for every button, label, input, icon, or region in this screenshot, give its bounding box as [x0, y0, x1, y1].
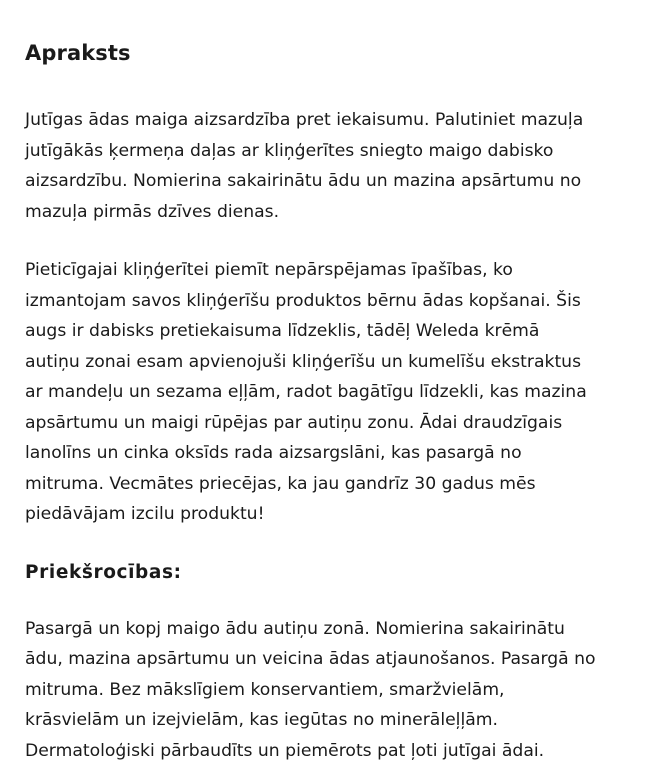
text-line: izmantojam savos kliņģerīšu produktos bērnu ādas kopšanai. Šis	[25, 290, 581, 311]
text-line: krāsvielām un izejvielām, kas iegūtas no minerāleļļām.	[25, 710, 498, 730]
text-line: Dermatoloģiski pārbaudīts un piemērots pat ļoti jutīgai ādai.	[25, 740, 545, 761]
text-line: lanolīns un cinka oksīds rada aizsargslāni, kas pasargā no	[25, 443, 522, 463]
text-line: Pieticīgajai kliņģerītei piemīt nepārspējamas īpašības, ko	[25, 260, 513, 280]
text-line: aizsardzību. Nomierina sakairinātu ādu un mazina apsārtumu no	[25, 171, 582, 191]
description-paragraph-2	[25, 255, 633, 530]
text-line: mitruma. Vecmātes priecējas, ka jau gandrīz 30 gadus mēs	[25, 473, 536, 494]
text-line: jutīgākās ķermeņa daļas ar kliņģerītes sniegto maigo dabisko	[25, 140, 554, 161]
text-line: ādu, mazina apsārtumu un veicina ādas atjaunošanos. Pasargā no	[25, 649, 596, 669]
text-line: autiņu zonai esam apvienojuši kliņģerīšu un kumelīšu ekstraktus	[25, 351, 582, 372]
benefits-paragraph	[25, 614, 633, 767]
text-line: mitruma. Bez mākslīgiem konservantiem, smaržvielām,	[25, 679, 505, 700]
text-line: apsārtumu un maigi rūpējas par autiņu zonu. Ādai draudzīgais	[25, 412, 563, 433]
text-line: Jutīgas ādas maiga aizsardzība pret iekaisumu. Palutiniet mazuļa	[25, 110, 584, 130]
text-line: mazuļa pirmās dzīves dienas.	[25, 201, 280, 222]
text-line: ar mandeļu un sezama eļļām, radot bagātīgu līdzekli, kas mazina	[25, 382, 587, 402]
text-line: augs ir dabisks pretiekaisuma līdzeklis, tādēļ Weleda krēmā	[25, 321, 540, 341]
text-line: piedāvājam izcilu produktu!	[25, 504, 265, 524]
text-line: Pasargā un kopj maigo ādu autiņu zonā. Nomierina sakairinātu	[25, 618, 565, 639]
description-paragraph-1	[25, 105, 633, 227]
section-title-description: Apraksts	[25, 41, 131, 65]
benefits-heading: Priekšrocības:	[25, 561, 182, 583]
